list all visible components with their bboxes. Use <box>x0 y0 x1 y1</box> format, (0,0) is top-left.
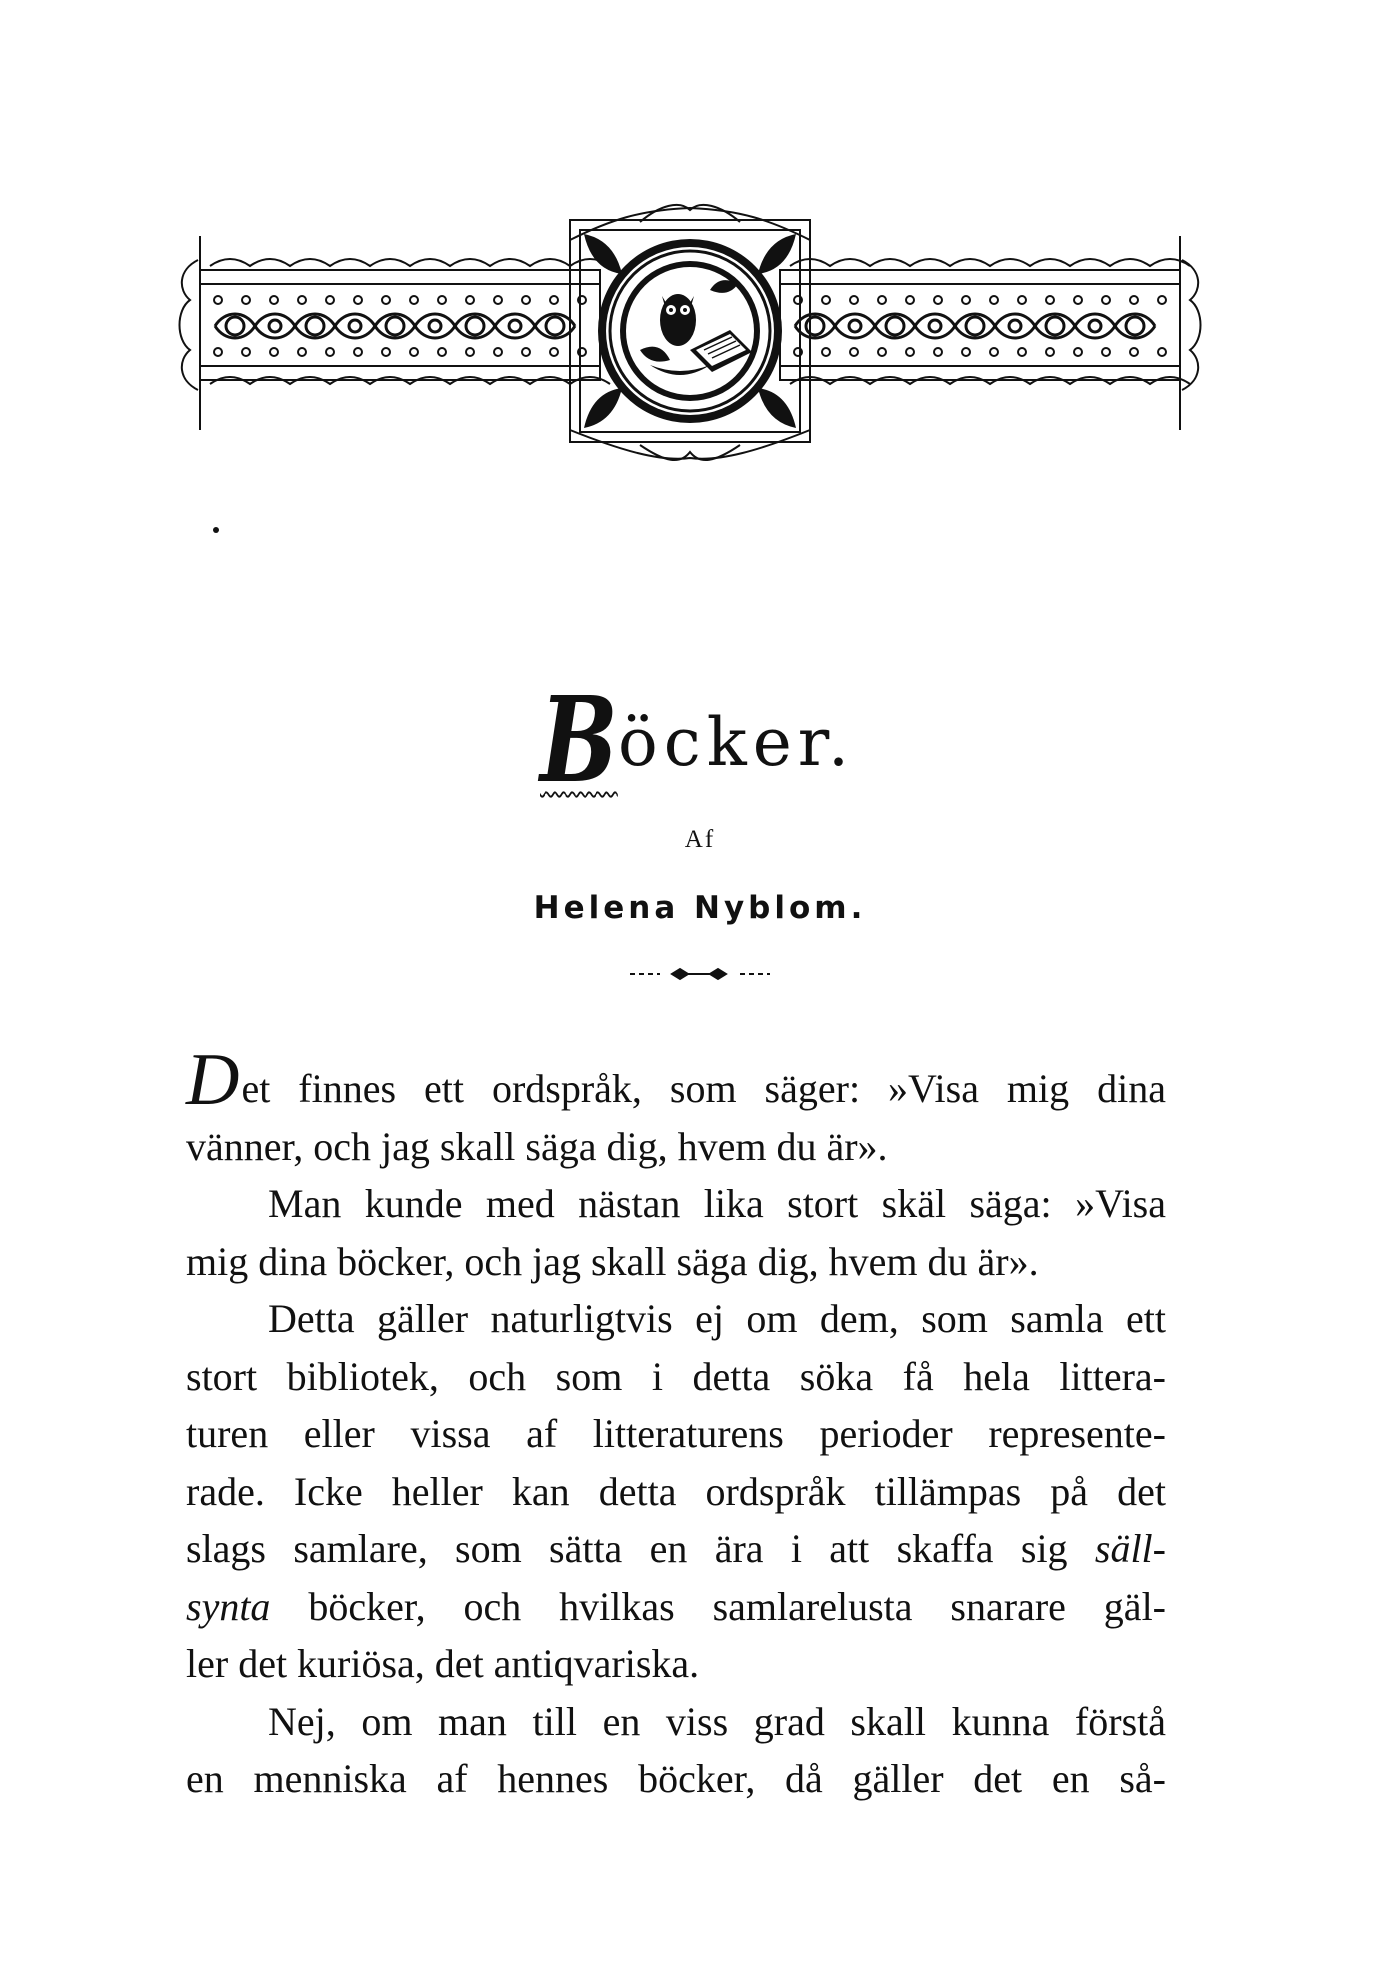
text-line: Nej, om man till en viss grad skall kunna förstå <box>268 1698 1166 1744</box>
text-line: Detta gäller naturligtvis ej om dem, som samla ett <box>268 1296 1166 1341</box>
dropcap: D <box>186 1039 240 1121</box>
text-line: rade. Icke heller kan detta ordspråk tillämpas på det <box>186 1468 1166 1514</box>
text-line: vänner, och jag skall säga dig, hvem du är». <box>186 1123 888 1169</box>
text-line: slags samlare, som sätta en ära i att skaffa sig säll- <box>186 1526 1166 1571</box>
divider-ornament-icon <box>610 962 790 986</box>
italic-word: synta <box>186 1583 271 1629</box>
text-line: Man kunde med nästan lika stort skäl säga: »Visa <box>268 1181 1166 1226</box>
stray-ink-dot <box>213 527 219 533</box>
headpiece-ornament-icon <box>170 200 1210 465</box>
byline: Af <box>684 826 716 853</box>
text-line: en menniska af hennes böcker, då gäller det en så- <box>186 1756 1166 1801</box>
text-line: stort bibliotek, och som i detta söka få hela littera- <box>186 1353 1166 1399</box>
text-line: Det finnes ett ordspråk, som säger: »Visa mig dina <box>186 1039 1166 1121</box>
text-line: mig dina böcker, och jag skall säga dig, hvem du är». <box>186 1238 1039 1284</box>
body-text <box>186 1039 1166 1808</box>
title-initial: B <box>540 670 618 809</box>
text-line: synta böcker, och hvilkas samlarelusta snarare gäl- <box>186 1583 1166 1629</box>
text-line: turen eller vissa af litteraturens perioder represente- <box>186 1411 1166 1456</box>
text-line: ler det kuriösa, det antiqvariska. <box>186 1641 700 1686</box>
page-title <box>520 670 940 810</box>
title-rest: öcker. <box>618 704 856 781</box>
italic-word: säll- <box>1094 1526 1166 1571</box>
author-name: Helena Nyblom. <box>533 890 867 926</box>
